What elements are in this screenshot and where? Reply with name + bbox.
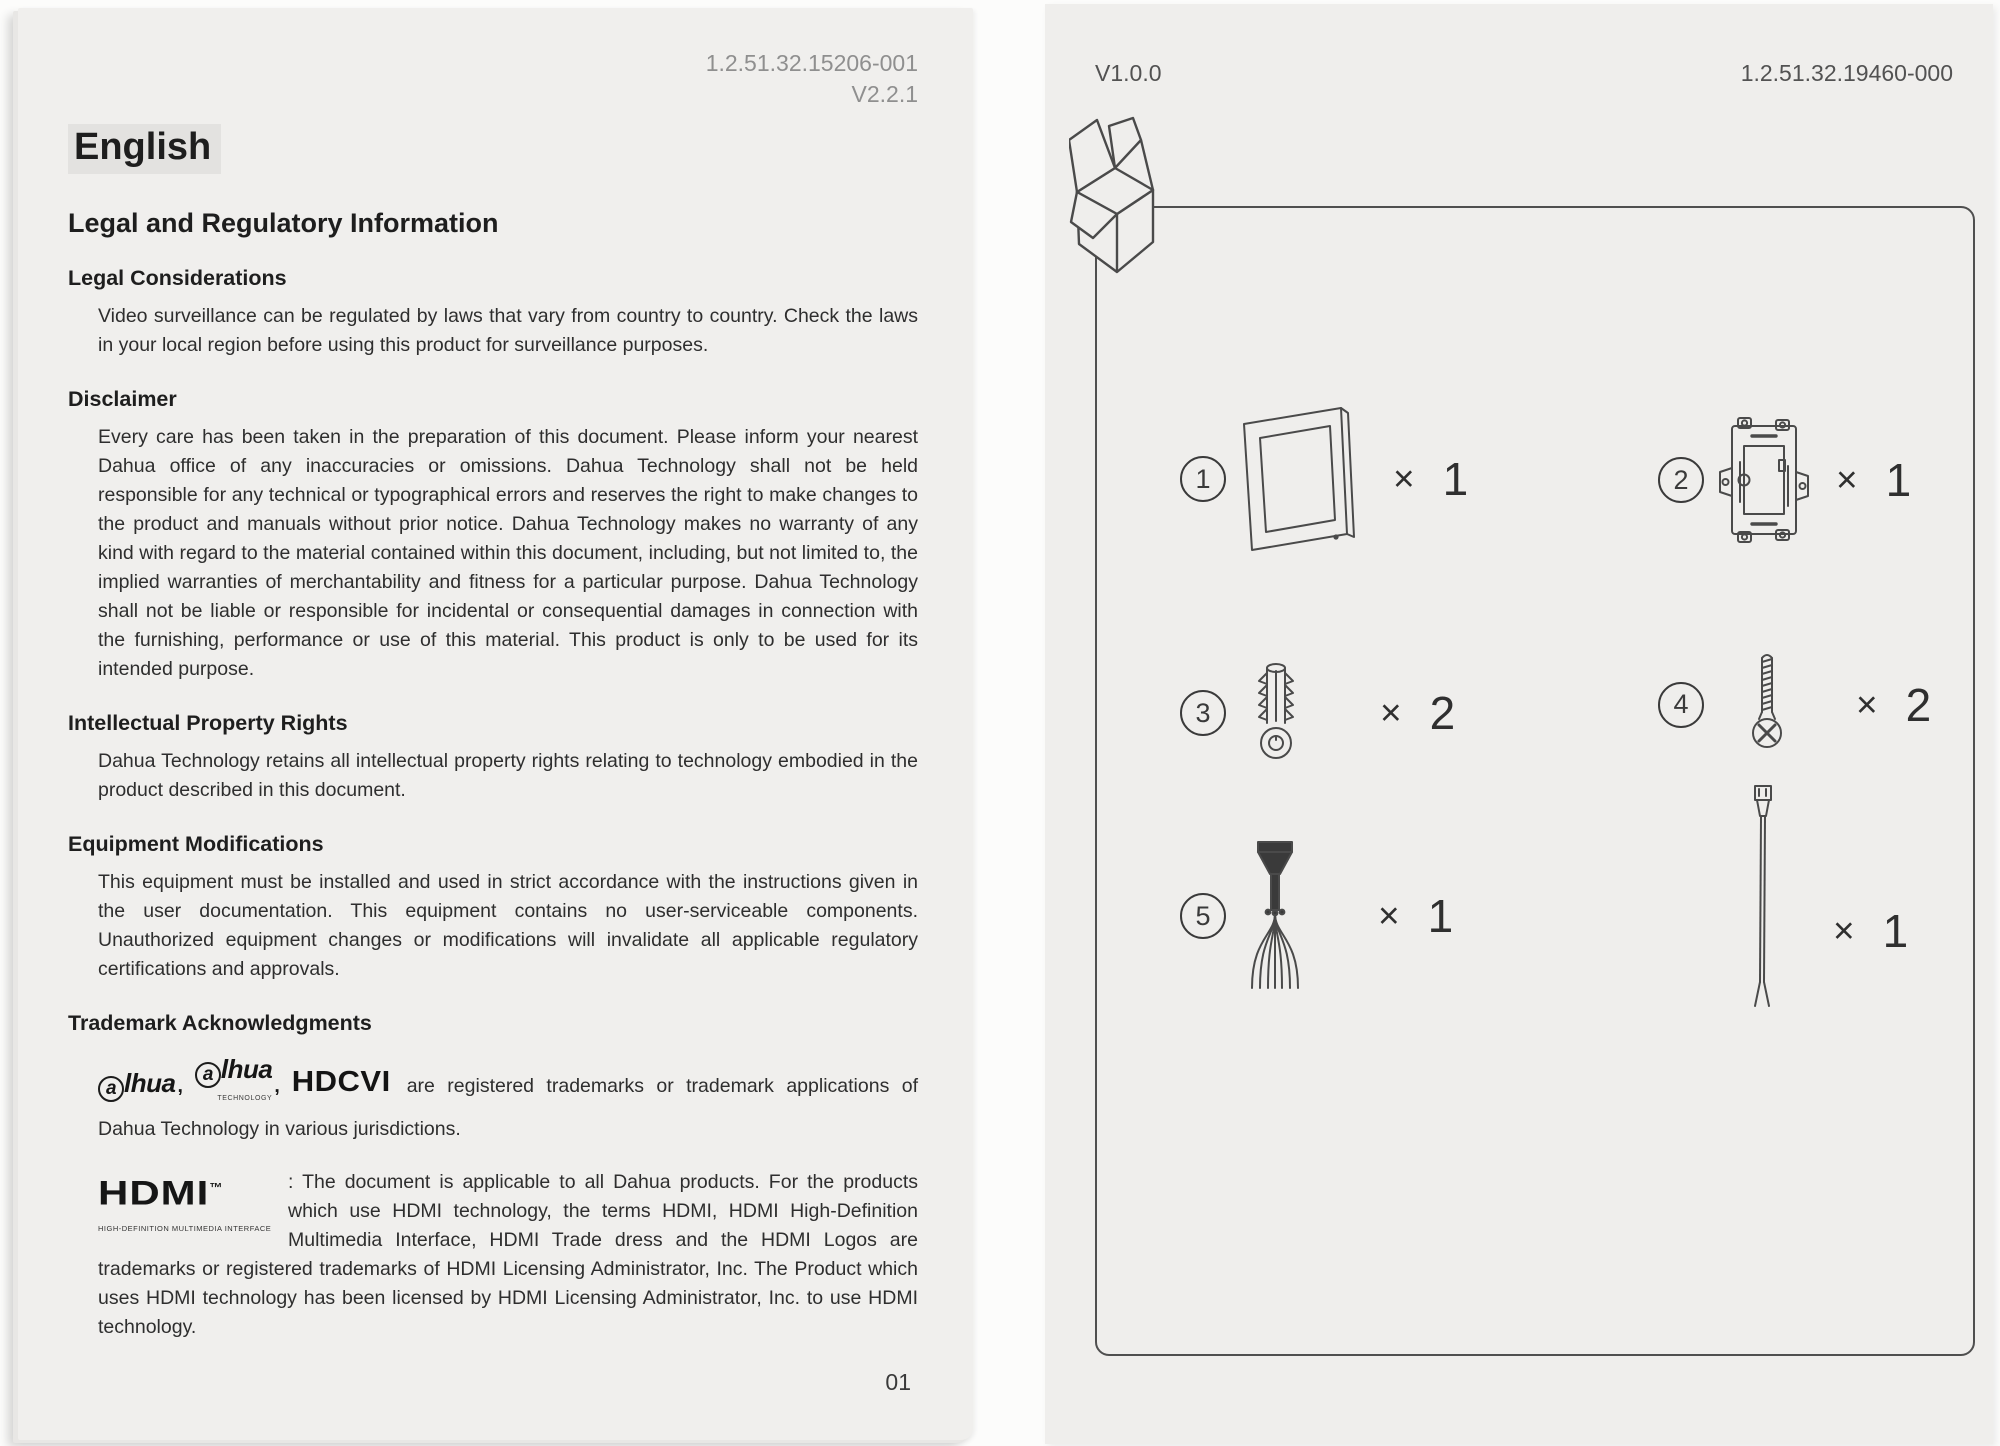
anchor-illustration bbox=[1254, 659, 1302, 767]
section-body-equipment-modifications: This equipment must be installed and used in strict accordance with the instructions given in the user documentation. This equipment contains no user-serviceable components. Unauthorized equipment changes or modifications will invalidate all applicable regulatory certifications and approvals. bbox=[98, 871, 918, 980]
cable-illustration bbox=[1745, 784, 1781, 1012]
section-body-intellectual-property: Dahua Technology retains all intellectual property rights relating to technology embodied in the product described in this document. bbox=[98, 750, 918, 801]
document-number: 1.2.51.32.15206-001 bbox=[705, 50, 918, 76]
page-number: 01 bbox=[885, 1369, 911, 1395]
hdmi-logo-word: HDMI bbox=[98, 1173, 210, 1212]
dahua-technology-logo-text: lhua bbox=[220, 1054, 273, 1084]
item-quantity bbox=[1378, 889, 1453, 943]
hdcvi-logo: HDCVI bbox=[291, 1065, 391, 1098]
packing-item-cable bbox=[1745, 784, 1908, 1012]
multiply-sign: × bbox=[1393, 458, 1415, 499]
language-title-row bbox=[68, 124, 918, 174]
separator-comma: , bbox=[177, 1075, 183, 1097]
dahua-technology-logo-circled-a: a bbox=[195, 1062, 221, 1088]
section-heading-trademark-acknowledgments: Trademark Acknowledgments bbox=[68, 1011, 372, 1035]
left-page-content bbox=[18, 8, 973, 1342]
packing-item-anchor bbox=[1180, 659, 1455, 767]
packing-version: V1.0.0 bbox=[1095, 60, 1162, 86]
quantity-value: 1 bbox=[1442, 453, 1469, 505]
item-number-badge: 1 bbox=[1180, 456, 1226, 502]
item-number-badge: 3 bbox=[1180, 690, 1226, 736]
packing-item-screw bbox=[1658, 652, 1931, 757]
section-heading-equipment-modifications: Equipment Modifications bbox=[68, 832, 324, 856]
quantity-value: 2 bbox=[1429, 687, 1456, 739]
manual-page-legal bbox=[18, 8, 973, 1440]
screw-illustration bbox=[1746, 652, 1788, 757]
packing-list-border bbox=[1095, 206, 1975, 1356]
hdmi-logo bbox=[98, 1173, 276, 1243]
trademark-tail-text: are registered trademarks or trademark applications of Dahua Technology in various jurisdictions. bbox=[98, 1075, 918, 1140]
dahua-logo bbox=[98, 1068, 175, 1098]
hdmi-logo-subtext: HIGH-DEFINITION MULTIMEDIA INTERFACE bbox=[98, 1224, 272, 1233]
dahua-logo-circled-a: a bbox=[98, 1076, 124, 1102]
section-heading-intellectual-property: Intellectual Property Rights bbox=[68, 711, 348, 735]
separator-comma: , bbox=[274, 1075, 280, 1097]
item-number-badge: 2 bbox=[1658, 457, 1704, 503]
item-number-badge: 5 bbox=[1180, 893, 1226, 939]
dahua-logo-text: lhua bbox=[124, 1068, 176, 1098]
item-quantity bbox=[1833, 904, 1908, 958]
document-number-block bbox=[68, 48, 918, 110]
section-heading-legal-considerations: Legal Considerations bbox=[68, 266, 287, 290]
trademark-paragraph bbox=[98, 1054, 918, 1144]
item-number-badge: 4 bbox=[1658, 682, 1704, 728]
manual-page-packing-list bbox=[1045, 4, 1993, 1444]
hdmi-trademark-symbol: ™ bbox=[209, 1180, 223, 1195]
open-box-icon bbox=[1069, 110, 1165, 290]
quantity-value: 1 bbox=[1882, 905, 1909, 957]
document-version: V2.2.1 bbox=[851, 81, 918, 107]
section-body-legal-considerations: Video surveillance can be regulated by laws that vary from country to country. Check the laws in your local region before using this product for surveillance purposes. bbox=[98, 305, 918, 356]
section-body-disclaimer: Every care has been taken in the preparation of this document. Please inform your nearest Dahua office of any inaccuracies or omissions. Dahua Technology shall not be held responsible for any technical or typographical errors and reserves the right to make changes to the product and manuals without prior notice. Dahua Technology makes no warranty of any kind with regard to the material contained within this document, including, but not limited to, the implied warranties of merchantability and fitness for a particular purpose. Dahua Technology shall not be liable or responsible for incidental or consequential damages in connection with the furnishing, performance or use of this material. This product is only to be used for its intended purpose. bbox=[98, 426, 918, 680]
multiply-sign: × bbox=[1378, 895, 1400, 936]
packing-item-monitor bbox=[1180, 404, 1468, 554]
multiply-sign: × bbox=[1833, 910, 1855, 951]
quantity-value: 2 bbox=[1905, 678, 1932, 731]
bracket-illustration bbox=[1714, 416, 1814, 544]
item-quantity bbox=[1836, 453, 1911, 507]
quantity-value: 1 bbox=[1427, 890, 1454, 942]
page-title: Legal and Regulatory Information bbox=[68, 208, 499, 238]
multiply-sign: × bbox=[1856, 683, 1878, 725]
monitor-illustration bbox=[1238, 404, 1363, 554]
item-quantity bbox=[1380, 686, 1455, 740]
item-quantity bbox=[1393, 452, 1468, 506]
packing-document-number: 1.2.51.32.19460-000 bbox=[1740, 60, 1953, 86]
harness-illustration bbox=[1244, 840, 1306, 992]
multiply-sign: × bbox=[1380, 692, 1402, 733]
section-heading-disclaimer: Disclaimer bbox=[68, 387, 177, 411]
multiply-sign: × bbox=[1836, 459, 1858, 500]
hdmi-paragraph bbox=[98, 1168, 918, 1342]
language-title: English bbox=[68, 124, 221, 174]
hdmi-body-text: : The document is applicable to all Dahua products. For the products which use HDMI technology, the terms HDMI, HDMI High-Definition Multimedia Interface, HDMI Trade dress and the HDMI Logos are trademarks or registered trademarks of HDMI Licensing Administrator, Inc. The Product which uses HDMI technology has been licensed by HDMI Licensing Administrator, Inc. to use HDMI technology. bbox=[98, 1171, 918, 1338]
item-quantity bbox=[1856, 678, 1931, 732]
packing-item-harness bbox=[1180, 840, 1453, 992]
dahua-technology-logo-subtext: TECHNOLOGY bbox=[217, 1095, 273, 1102]
quantity-value: 1 bbox=[1885, 454, 1912, 506]
packing-item-bracket bbox=[1658, 416, 1911, 544]
dahua-technology-logo bbox=[195, 1054, 272, 1114]
